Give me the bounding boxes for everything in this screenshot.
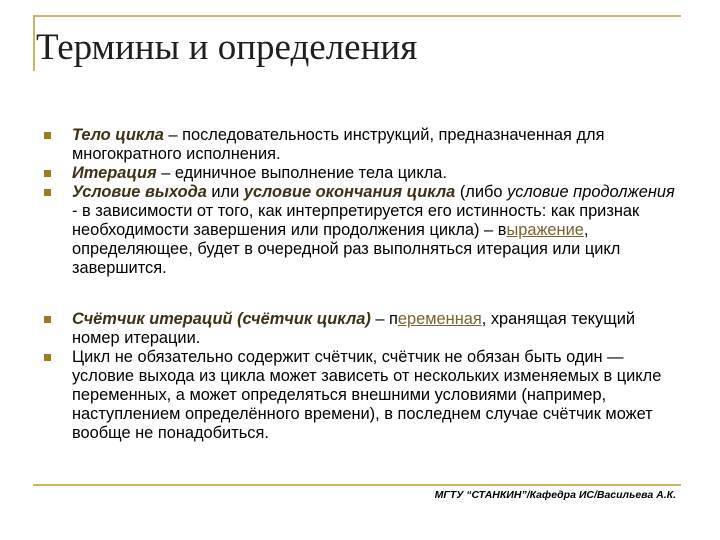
definition-exit-part-c: , определяющее, будет в очередной раз выполняться итерация или цикл завершится.	[72, 221, 621, 277]
frame-bottom-line	[33, 484, 681, 486]
definitions-list	[44, 126, 680, 443]
definition-counter-part-a: – п	[370, 310, 398, 328]
term-exit-condition: Условие выхода	[72, 183, 207, 201]
term-iteration-counter: Счётчик итераций (счётчик цикла)	[72, 310, 371, 328]
definition-loop-body: – последовательность инструкций, предназначенная для многократного исполнения.	[72, 126, 605, 163]
square-bullet-icon	[44, 354, 51, 361]
slide-footer: МГТУ “СТАНКИН”/Кафедра ИС/Васильева А.К.	[434, 489, 676, 501]
term-end-condition: условие окончания цикла	[243, 183, 456, 201]
bullet-exit-condition	[44, 183, 680, 278]
term-continue-condition: условие продолжения	[507, 183, 675, 201]
term-loop-body: Тело цикла	[72, 126, 164, 144]
slide-title: Термины и определения	[36, 27, 418, 68]
counter-note-text: Цикл не обязательно содержит счётчик, счётчик не обязан быть один — условие выхода из цикла может зависеть от нескольких изменяемых в цикле переменных, а может определяться внешними условиями (например, наступлением определённого времени), в последнем случае счётчик может вообще не понадобиться.	[72, 348, 662, 442]
variable-link[interactable]: еременная	[397, 310, 482, 328]
definition-exit-part-a: (либо	[455, 183, 508, 201]
frame-left-line	[33, 15, 35, 71]
frame-top-line	[33, 15, 681, 17]
definition-iteration: – единичное выполнение тела цикла.	[156, 164, 447, 182]
square-bullet-icon	[44, 316, 51, 323]
expression-link[interactable]: ыражение	[506, 221, 584, 239]
term-iteration: Итерация	[72, 164, 157, 182]
bullet-iteration	[44, 164, 680, 183]
bullet-counter-note	[44, 348, 680, 443]
connector-or: или	[206, 183, 244, 201]
definition-counter-part-b: , хранящая текущий номер итерации.	[72, 310, 636, 347]
bullet-loop-body	[44, 126, 680, 164]
square-bullet-icon	[44, 189, 51, 196]
square-bullet-icon	[44, 170, 51, 177]
bullet-iteration-counter	[44, 310, 680, 348]
definition-exit-part-b: - в зависимости от того, как интерпретируется его истинность: как признак необходимости завершения или продолжения цикла) – в	[72, 202, 640, 239]
square-bullet-icon	[44, 132, 51, 139]
